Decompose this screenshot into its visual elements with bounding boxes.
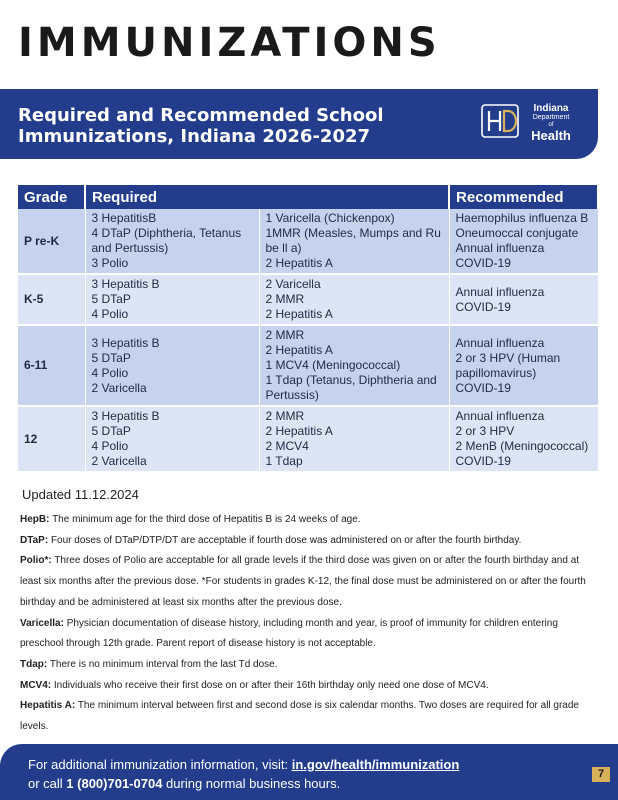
- logo-line-4: Health: [531, 128, 571, 143]
- footnote-text: Three doses of Polio are acceptable for all grade levels if the third dose was given on or after the fourth birthday and at least six months after the previous dose. *For students in grades K-12, the final dose must be administered on or after the fourth birthday and be administered at least six months after the previous dose.: [20, 555, 586, 608]
- vaccine-item: 3 Hepatitis B: [91, 277, 160, 291]
- vaccine-item: 4 Polio: [91, 307, 129, 321]
- footnote: [20, 510, 602, 531]
- vaccine-item: COVID-19: [455, 299, 511, 314]
- vaccine-item: 5 DTaP: [91, 292, 131, 306]
- vaccine-item: 1MMR (Measles, Mumps and Ru be ll a): [265, 226, 441, 255]
- vaccine-item: 1 Tdap (Tetanus, Diphtheria and Pertussis): [265, 373, 437, 402]
- vaccine-item: 5 DTaP: [91, 424, 131, 438]
- footnote: [20, 655, 602, 676]
- grade-cell: K-5: [18, 274, 85, 325]
- logo-line-1: Indiana: [533, 103, 569, 114]
- table-row: [18, 406, 598, 472]
- grade-cell: 6-11: [18, 325, 85, 406]
- page-title: IMMUNIZATIONS: [18, 20, 441, 66]
- footnote-label: DTaP:: [20, 534, 49, 546]
- vaccine-item: 2 Hepatitis A: [265, 343, 333, 357]
- vaccine-item: 4 DTaP (Diphtheria, Tetanus and Pertussis): [91, 226, 242, 255]
- footnote-text: The minimum interval between first and second dose is six calendar months. Two doses are required for all grade levels.: [20, 700, 579, 733]
- logo-wordmark: [522, 103, 580, 143]
- required-cell: [259, 274, 449, 325]
- table-row: [18, 209, 598, 274]
- vaccine-item: 3 HepatitisB: [91, 211, 157, 225]
- vaccine-item: 2 or 3 HPV: [455, 424, 515, 438]
- footnote-text: Individuals who receive their first dose on or after their 16th birthday only need one dose of MCV4.: [53, 679, 489, 691]
- footnote-label: Hepatitis A:: [20, 700, 76, 712]
- vaccine-item: 2 Varicella: [265, 277, 321, 291]
- recommended-cell: [449, 274, 598, 325]
- vaccine-item: 3 Hepatitis B: [91, 409, 160, 423]
- footnote-label: Varicella:: [20, 617, 64, 629]
- vaccine-item: 4 Polio: [91, 439, 129, 453]
- vaccine-item: 2 Varicella: [91, 380, 147, 395]
- banner-title: [18, 105, 438, 147]
- immunization-table: [18, 185, 599, 473]
- vaccine-item: 2 Hepatitis A: [265, 424, 333, 438]
- vaccine-item: 3 Polio: [91, 256, 129, 270]
- vaccine-item: 2 MCV4: [265, 439, 309, 453]
- logo-line-2: Department: [532, 114, 570, 121]
- grade-cell: P re-K: [18, 209, 85, 274]
- vaccine-item: Annual influenza: [455, 284, 545, 299]
- required-cell: [85, 274, 259, 325]
- required-cell: [85, 325, 259, 406]
- vaccine-item: 2 Hepatitis A: [265, 307, 333, 321]
- footnotes: [20, 510, 602, 738]
- footnote: [20, 676, 602, 697]
- vaccine-item: 1 Varicella (Chickenpox): [265, 211, 395, 225]
- title-banner: [0, 89, 598, 159]
- vaccine-item: Annual influenza: [455, 241, 545, 255]
- footnote-label: HepB:: [20, 514, 50, 525]
- footer-visit-text: For additional immunization information, visit:: [28, 757, 292, 772]
- table-row: [18, 274, 598, 325]
- recommended-cell: [449, 406, 598, 472]
- vaccine-item: 1 MCV4 (Meningococcal): [265, 358, 401, 372]
- logo-line-3: of: [548, 122, 554, 128]
- immunization-link[interactable]: in.gov/health/immunization: [291, 757, 460, 772]
- vaccine-item: 2 MMR: [265, 409, 305, 423]
- vaccine-item: 2 MMR: [265, 292, 305, 306]
- grade-cell: 12: [18, 406, 85, 472]
- vaccine-item: COVID-19: [455, 380, 511, 395]
- required-cell: [85, 406, 259, 472]
- footnote-label: MCV4:: [20, 679, 52, 691]
- vaccine-item: 3 Hepatitis B: [91, 335, 160, 350]
- table-row: [18, 325, 598, 406]
- updated-date: Updated 11.12.2024: [22, 487, 139, 502]
- vaccine-item: COVID-19: [455, 256, 511, 270]
- vaccine-item: 4 Polio: [91, 365, 129, 380]
- vaccine-item: 2 Hepatitis A: [265, 256, 333, 270]
- vaccine-item: 1 Tdap: [265, 454, 303, 468]
- banner-title-line-2: Immunizations, Indiana 2026-2027: [18, 126, 371, 147]
- footnote: [20, 551, 602, 613]
- phone-number: 1 (800)701-0704: [66, 776, 163, 791]
- footnote-text: Physician documentation of disease history, including month and year, is proof of immunity for children entering preschool through 12th grade. Parent report of disease history is not acceptable.: [20, 617, 558, 650]
- footnote: [20, 696, 602, 737]
- footnote-text: The minimum age for the third dose of Hepatitis B is 24 weeks of age.: [52, 514, 361, 525]
- vaccine-item: 2 MenB (Meningococcal): [455, 439, 589, 453]
- vaccine-item: Oneumoccal conjugate: [455, 226, 579, 240]
- required-cell: [259, 406, 449, 472]
- grade-header: Grade: [18, 185, 85, 209]
- footnote-label: Tdap:: [20, 658, 48, 670]
- required-cell: [259, 325, 449, 406]
- footnote: [20, 531, 602, 552]
- recommended-cell: [449, 209, 598, 274]
- vaccine-item: 2 MMR: [265, 328, 305, 342]
- footer-hours-text: during normal business hours.: [162, 776, 341, 791]
- footnote-text: There is no minimum interval from the last Td dose.: [49, 658, 278, 670]
- vaccine-item: 5 DTaP: [91, 350, 131, 365]
- table-header-row: [18, 185, 598, 209]
- vaccine-item: 2 or 3 HPV (Human papillomavirus): [455, 350, 561, 380]
- department-logo-icon: [480, 101, 520, 141]
- footer-bar: [0, 744, 618, 800]
- banner-title-line-1: Required and Recommended School: [18, 105, 384, 126]
- footnote-label: Polio*:: [20, 555, 52, 567]
- required-cell: [259, 209, 449, 274]
- recommended-header: Recommended: [449, 185, 598, 209]
- footer-line-1: [28, 757, 459, 772]
- vaccine-item: Annual influenza: [455, 409, 545, 423]
- footer-line-2: [28, 776, 340, 791]
- vaccine-item: Annual influenza: [455, 335, 545, 350]
- vaccine-item: COVID-19: [455, 454, 511, 468]
- page-number: 7: [592, 767, 610, 782]
- footnote-text: Four doses of DTaP/DTP/DT are acceptable if fourth dose was administered on or after the fourth birthday.: [50, 534, 522, 546]
- indiana-health-logo: [480, 101, 580, 143]
- footer-call-text: or call: [28, 776, 67, 791]
- vaccine-item: Haemophilus influenza B: [455, 211, 589, 225]
- required-cell: [85, 209, 259, 274]
- recommended-cell: [449, 325, 598, 406]
- vaccine-item: 2 Varicella: [91, 454, 147, 468]
- footnote: [20, 614, 602, 655]
- required-header: Required: [85, 185, 449, 209]
